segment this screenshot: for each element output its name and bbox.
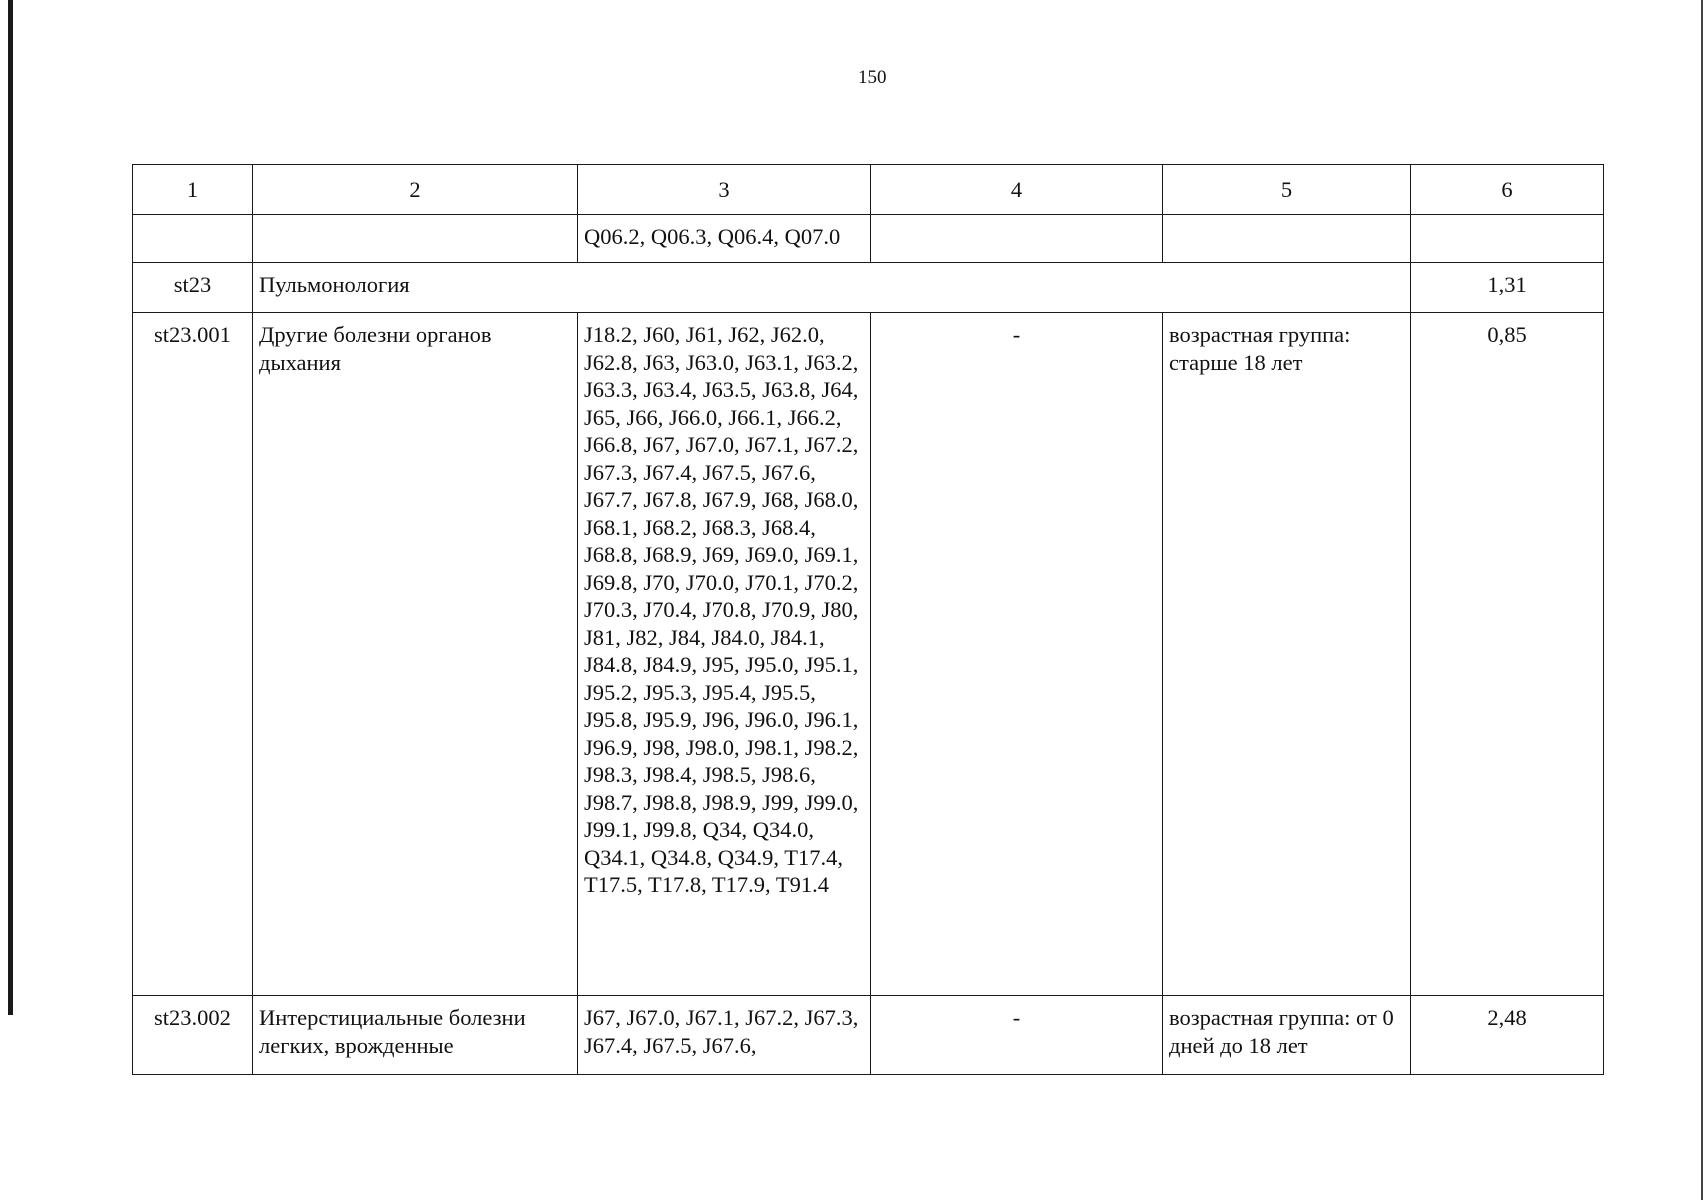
row-name: Интерстициальные болезни легких, врожденные: [253, 996, 578, 1075]
row-criteria: возрастная группа: старше 18 лет: [1163, 313, 1411, 996]
table-header-row: [133, 165, 1604, 215]
table-row: [133, 996, 1604, 1075]
row-code: st23.002: [133, 996, 253, 1075]
header-cell-1: 1: [133, 165, 253, 215]
table-row: [133, 313, 1604, 996]
section-coefficient: 1,31: [1411, 263, 1604, 313]
row-criteria: возрастная группа: от 0 дней до 18 лет: [1163, 996, 1411, 1075]
page-number: 150: [858, 67, 887, 88]
continuation-cell-2: [253, 215, 578, 263]
header-cell-2: 2: [253, 165, 578, 215]
row-coefficient: 2,48: [1411, 996, 1604, 1075]
section-code: st23: [133, 263, 253, 313]
row-icd-codes: J18.2, J60, J61, J62, J62.0, J62.8, J63, J63.0, J63.1, J63.2, J63.3, J63.4, J63.5, J63.8, J64, J65, J66, J66.0, J66.1, J66.2, J66.8, J67, J67.0, J67.1, J67.2, J67.3, J67.4, J67.5, J67.6, J67.7, J67.8, J67.9, J68, J68.0, J68.1, J68.2, J68.3, J68.4, J68.8, J68.9, J69, J69.0, J69.1, J69.8, J70, J70.0, J70.1, J70.2, J70.3, J70.4, J70.8, J70.9, J80, J81, J82, J84, J84.0, J84.1, J84.8, J84.9, J95, J95.0, J95.1, J95.2, J95.3, J95.4, J95.5, J95.8, J95.9, J96, J96.0, J96.1, J96.9, J98, J98.0, J98.1, J98.2, J98.3, J98.4, J98.5, J98.6, J98.7, J98.8, J98.9, J99, J99.0, J99.1, J99.8, Q34, Q34.0, Q34.1, Q34.8, Q34.9, T17.4, T17.5, T17.8, T17.9, T91.4: [578, 313, 871, 996]
continuation-cell-5: [1163, 215, 1411, 263]
row-name: Другие болезни органов дыхания: [253, 313, 578, 996]
row-col4: -: [871, 313, 1163, 996]
row-code: st23.001: [133, 313, 253, 996]
continuation-row: [133, 215, 1604, 263]
section-row-st23: [133, 263, 1604, 313]
row-col4: -: [871, 996, 1163, 1075]
row-icd-codes: J67, J67.0, J67.1, J67.2, J67.3, J67.4, J67.5, J67.6,: [578, 996, 871, 1075]
header-cell-5: 5: [1163, 165, 1411, 215]
continuation-icd-codes: Q06.2, Q06.3, Q06.4, Q07.0: [578, 215, 871, 263]
scan-left-edge: [8, 0, 13, 1015]
section-title: Пульмонология: [253, 263, 1411, 313]
continuation-cell-4: [871, 215, 1163, 263]
tariff-table: [132, 164, 1604, 1075]
row-coefficient: 0,85: [1411, 313, 1604, 996]
header-cell-6: 6: [1411, 165, 1604, 215]
continuation-cell-1: [133, 215, 253, 263]
continuation-cell-6: [1411, 215, 1604, 263]
header-cell-4: 4: [871, 165, 1163, 215]
header-cell-3: 3: [578, 165, 871, 215]
